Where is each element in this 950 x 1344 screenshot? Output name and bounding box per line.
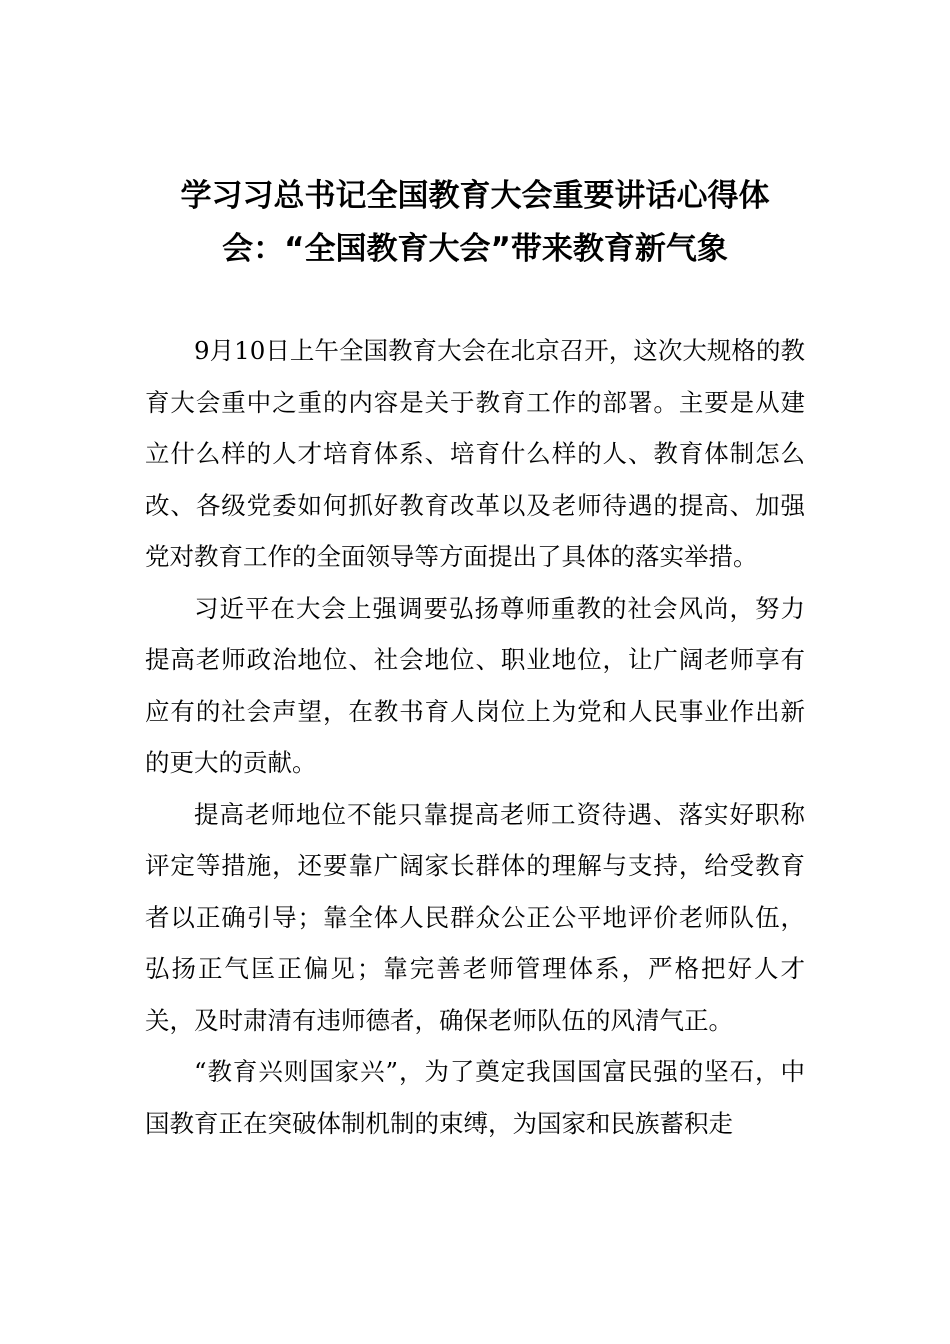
paragraph: 9月10日上午全国教育大会在北京召开，这次大规格的教育大会重中之重的内容是关于教育工作的部署。主要是从建立什么样的人才培育体系、培育什么样的人、教育体制怎么改、各级党委如何抓好教育改革以及老师待遇的提高、加强党对教育工作的全面领导等方面提出了具体的落实举措。	[145, 336, 805, 571]
document-body	[145, 325, 805, 1149]
paragraph: “教育兴则国家兴”，为了奠定我国国富民强的坚石，中国教育正在突破体制机制的束缚，为国家和民族蓄积走	[145, 1057, 805, 1138]
paragraph: 习近平在大会上强调要弘扬尊师重教的社会风尚，努力提高老师政治地位、社会地位、职业地位，让广阔老师享有应有的社会声望，在教书育人岗位上为党和人民事业作出新的更大的贡献。	[145, 593, 805, 777]
document-title: 学习习总书记全国教育大会重要讲话心得体会：“全国教育大会”带来教育新气象	[180, 178, 770, 267]
paragraph: 提高老师地位不能只靠提高老师工资待遇、落实好职称评定等措施，还要靠广阔家长群体的理解与支持，给受教育者以正确引导；靠全体人民群众公正公平地评价老师队伍，弘扬正气匡正偏见；靠完善老师管理体系，严格把好人才关，及时肃清有违师德者，确保老师队伍的风清气正。	[145, 799, 805, 1035]
